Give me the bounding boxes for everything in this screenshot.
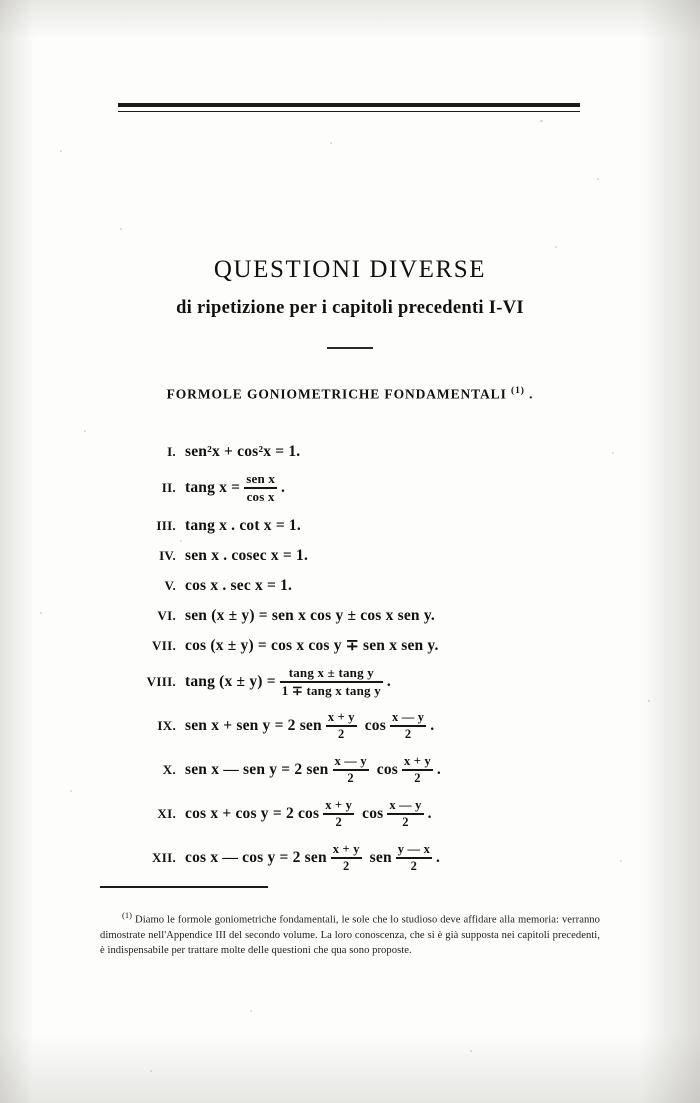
formula-row: [140, 542, 570, 569]
formula-body: [185, 636, 570, 655]
formula-number: VIII.: [146, 674, 176, 689]
fraction: [402, 755, 433, 786]
formula-body: [185, 517, 570, 535]
ornamental-divider: [327, 347, 373, 349]
fraction-denominator: 2: [414, 771, 421, 786]
fraction: [396, 843, 432, 874]
footnote-text: Diamo le formole goniometriche fondamentali, le sole che lo studioso deve affidare alla memoria: verranno dimostrate nell'Appendice III del secondo volume. La loro conoscenza, che si è già supposta nei capitoli precedenti, è indispensabile per trattare molte delle questioni che qua sono proposte.: [100, 914, 600, 957]
formula-tail: .: [386, 673, 391, 690]
fraction-numerator: x — y: [334, 753, 367, 768]
scan-speckle: [40, 612, 42, 614]
formula-number: IX.: [157, 718, 176, 733]
formula-body: [185, 711, 570, 742]
formula-expression: cos (x ± y) = cos x cos y ∓ sen x sen y.: [185, 637, 439, 654]
formula-body: [185, 607, 570, 625]
formula-row: [140, 706, 570, 746]
formula-expression: tang (x ± y) =: [185, 673, 276, 690]
formula-tail: .: [281, 479, 286, 496]
footnote-rule: [100, 886, 268, 888]
fraction-numerator: sen x: [246, 471, 276, 487]
formula-row: [140, 750, 570, 790]
scan-speckle: [597, 178, 599, 180]
section-heading-footnote-marker: (1): [511, 386, 525, 396]
fraction-denominator: 1 ∓ tang x tang y: [281, 683, 381, 699]
formula-row: [140, 602, 570, 629]
section-heading-period: .: [529, 386, 534, 402]
fraction-numerator: y — x: [397, 841, 431, 856]
formula-expression: tang x . cot x = 1.: [185, 516, 301, 534]
formula-expression: cos x . sec x = 1.: [185, 576, 293, 594]
formula-expression: sen²x + cos²x = 1.: [185, 442, 301, 460]
fraction-numerator: tang x ± tang y: [288, 665, 374, 681]
fraction-numerator: x + y: [325, 797, 353, 812]
formula-body: [185, 547, 570, 565]
formula-mid: sen: [369, 849, 392, 866]
section-heading: [0, 386, 700, 403]
page-edge-shadow-right: [640, 0, 700, 1103]
page-edge-shadow-top: [0, 0, 700, 40]
scan-speckle: [470, 1050, 472, 1052]
scan-speckle: [84, 430, 86, 432]
formula-body: [185, 799, 570, 830]
formula-number: II.: [161, 480, 176, 495]
fraction-denominator: 2: [347, 771, 354, 786]
page-subtitle: di ripetizione per i capitoli precedenti I-VI: [176, 298, 524, 318]
formula-lead: cos x + cos y = 2 cos: [185, 805, 320, 822]
formula-mid: cos: [376, 761, 399, 778]
fraction: [387, 799, 423, 830]
formula-number: VII.: [152, 637, 176, 653]
formula-number: I.: [167, 443, 176, 459]
formula-body: [185, 666, 570, 698]
fraction-numerator: x — y: [389, 797, 422, 812]
page-edge-shadow-left: [0, 0, 34, 1103]
formula-number: XI.: [157, 806, 176, 821]
formula-body: [185, 443, 570, 461]
fraction-numerator: x + y: [332, 841, 360, 856]
formula-row: [140, 438, 570, 465]
fraction: [280, 666, 383, 698]
formula-lead: sen x + sen y = 2 sen: [185, 717, 322, 734]
section-heading-text: FORMOLE GONIOMETRICHE FONDAMENTALI: [166, 386, 507, 402]
scan-speckle: [250, 1010, 252, 1012]
formula-row: [140, 572, 570, 599]
formula-number: III.: [156, 517, 176, 533]
formula-number: IV.: [159, 547, 176, 563]
formula-number: VI.: [157, 607, 176, 623]
formula-body: [185, 755, 570, 786]
formula-body: [185, 843, 570, 874]
fraction: [390, 711, 426, 742]
scan-speckle: [612, 452, 614, 454]
fraction: [244, 472, 277, 504]
formula-expression: sen (x ± y) = sen x cos y ± cos x sen y.: [185, 606, 435, 624]
scan-speckle: [648, 700, 650, 702]
formula-number: XII.: [152, 850, 176, 865]
fraction-numerator: x — y: [391, 709, 425, 724]
formula-row: [140, 662, 570, 702]
scan-speckle: [120, 228, 122, 230]
formula-body: [185, 472, 570, 504]
fraction: [333, 755, 369, 786]
fraction-denominator: 2: [402, 815, 409, 830]
formula-expression: sen x . cosec x = 1.: [185, 546, 309, 564]
formula-expression: tang x =: [185, 479, 241, 496]
fraction: [326, 711, 357, 742]
scan-speckle: [620, 860, 622, 862]
fraction-denominator: 2: [335, 815, 342, 830]
fraction-denominator: 2: [342, 859, 350, 874]
footnote-marker: (1): [122, 910, 133, 920]
scan-speckle: [540, 120, 543, 122]
formula-lead: sen x — sen y = 2 sen: [185, 761, 329, 778]
formula-row: [140, 838, 570, 878]
formula-body: [185, 577, 570, 595]
fraction-numerator: x + y: [404, 753, 431, 768]
page-edge-shadow-bottom: [0, 1033, 700, 1103]
formula-row: [140, 794, 570, 834]
scan-speckle: [70, 790, 72, 792]
scan-speckle: [150, 1070, 152, 1072]
formula-mid: cos: [364, 717, 386, 734]
footnote: [100, 908, 600, 959]
formula-tail: .: [436, 849, 441, 866]
fraction: [331, 843, 362, 874]
fraction-denominator: 2: [338, 727, 345, 742]
fraction-numerator: x + y: [327, 709, 355, 724]
scan-speckle: [60, 150, 62, 152]
formula-number: V.: [164, 577, 176, 593]
formula-list: [140, 438, 570, 882]
scan-speckle: [330, 142, 332, 144]
scan-speckle: [555, 246, 557, 248]
fraction-denominator: cos x: [246, 489, 275, 505]
formula-row: [140, 468, 570, 508]
scan-speckle: [180, 540, 182, 542]
formula-tail: .: [430, 717, 435, 734]
top-double-rule: [118, 103, 580, 112]
formula-mid: cos: [362, 805, 384, 822]
formula-row: [140, 512, 570, 539]
fraction-denominator: 2: [404, 727, 412, 742]
formula-tail: .: [436, 761, 441, 778]
formula-lead: cos x — cos y = 2 sen: [185, 849, 327, 866]
page-title: QUESTIONI DIVERSE: [213, 256, 487, 283]
formula-row: [140, 632, 570, 659]
fraction: [323, 799, 354, 830]
fraction-denominator: 2: [410, 859, 418, 874]
formula-tail: .: [427, 805, 432, 822]
formula-number: X.: [162, 762, 176, 777]
